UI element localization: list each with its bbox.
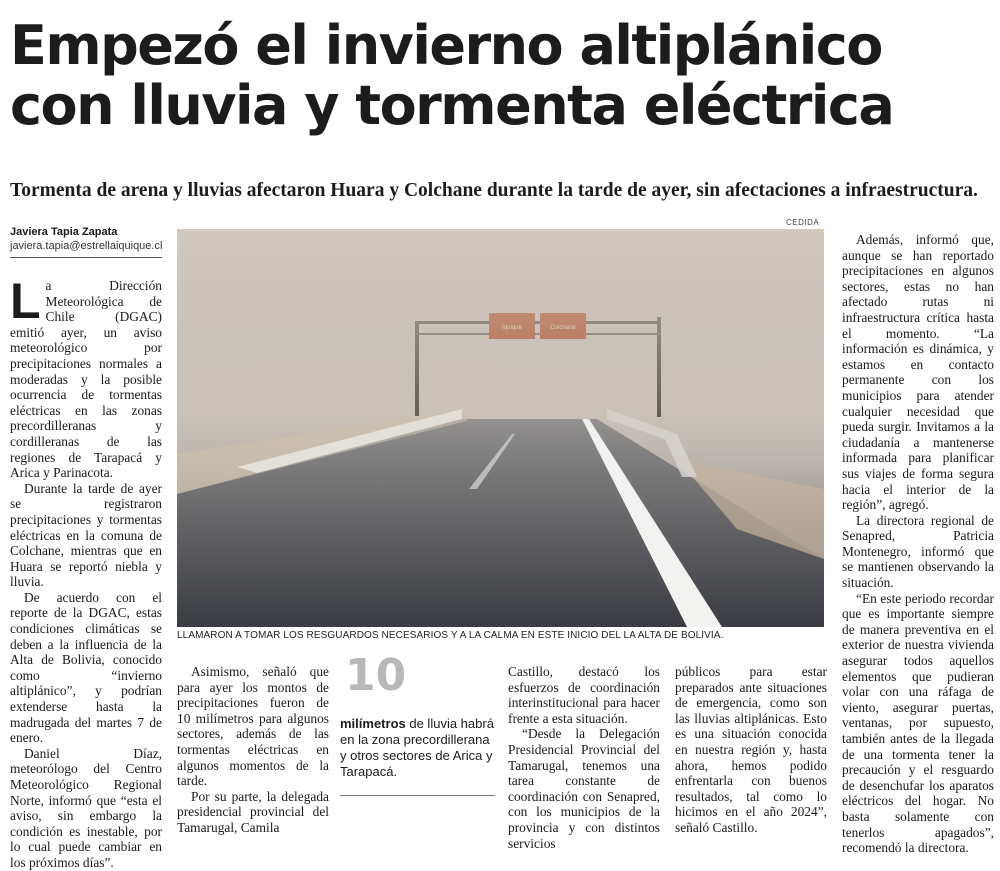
paragraph: públicos para estar preparados ante situaciones de emergencia, como son las lluvias altiplánicas. Esto es una situación conocida en nuestra región y, hasta ahora, hemos podido enfrentarla con buenos resultados, tal como lo hicimos en el año 2024”, señaló Castillo. [675, 664, 827, 835]
paragraph: “En este periodo recordar que es importante siempre de manera preventiva en el exterior de nuestra vivienda asegurar todos aquellos elementos que pudieran volar con una ráfaga de viento, asegurar puertas, ventanas, por supuesto, también antes de la llegada de una tormenta tener la precaución y el resguardo de desenchufar los aparatos eléctricos del hogar. No basta solamente con tenerlos apagados”, recomendó la directora. [842, 590, 994, 856]
column-2 [177, 664, 329, 836]
paragraph: “Desde la Delegación Presidencial Provincial del Tamarugal, tenemos una tarea constante de coordinación con Senapred, con los municipios de la provincia y con distintos servicios [508, 726, 660, 851]
column-1 [10, 273, 162, 871]
photo-credit: CEDIDA [786, 218, 820, 227]
column-5 [842, 232, 994, 856]
byline [10, 225, 170, 253]
stat-text: milímetros de lluvia habrá en la zona precordillerana y otros sectores de Arica y Tarapacá. [340, 716, 494, 779]
photo-caption: LLAMARON A TOMAR LOS RESGUARDOS NECESARIOS Y A LA CALMA EN ESTE INICIO DEL LA ALTA DE BOLIVIA. [177, 630, 724, 641]
paragraph: De acuerdo con el reporte de la DGAC, estas condiciones climáticas se deben a la influencia de la Alta de Bolivia, conocido como “invierno altiplánico”, y podrían extenderse hasta la madrugada del martes 7 de enero. [10, 589, 162, 746]
subheadline: Tormenta de arena y lluvias afectaron Huara y Colchane durante la tarde de ayer, sin afectaciones a infraestructura. [10, 180, 978, 201]
author-name: Javiera Tapia Zapata [10, 226, 118, 238]
column-4 [675, 664, 827, 836]
road-storm-photo [177, 229, 824, 627]
stat-number: 10 [345, 650, 407, 701]
headline: Empezó el invierno altiplánico con lluvia y tormenta eléctrica [10, 14, 894, 137]
paragraph: Asimismo, señaló que para ayer los montos de precipitaciones fueron de 10 milímetros para algunos sectores, además de las tormentas eléctricas en algunos momentos de la tarde. [177, 664, 329, 789]
byline-divider [10, 257, 162, 258]
column-3 [508, 664, 660, 851]
paragraph: Daniel Díaz, meteorólogo del Centro Meteorológico Regional Norte, informó que “esta el aviso, sin embargo la condición es inestable, por lo cual puede cambiar en los próximos días”. [10, 745, 162, 870]
paragraph: Por su parte, la delegada presidencial provincial del Tamarugal, Camila [177, 788, 329, 835]
paragraph: Durante la tarde de ayer se registraron precipitaciones y tormentas eléctricas en la comuna de Colchane, mientras que en Huara se reportó niebla y lluvia. [10, 480, 162, 590]
drop-cap: L [10, 273, 41, 329]
paragraph: La Dirección Meteorológica de Chile (DGAC) emitió ayer, un aviso meteorológico por precipitaciones normales a moderadas y la posible ocurrencia de tormentas eléctricas en las zonas precordilleranas y cordilleranas de las regiones de Tarapacá y Arica y Parinacota. [10, 273, 162, 481]
stat-divider [340, 795, 495, 796]
author-email[interactable]: javiera.tapia@estrellaiquique.cl [10, 240, 163, 252]
paragraph: Además, informó que, aunque se han reportado precipitaciones en algunos sectores, estas no han afectado rutas ni infraestructura crítica hasta el momento. “La información es dinámica, y estamos en contacto permanente con los municipios para atender cualquier necesidad que pueda surgir. Invitamos a la ciudadanía a mantenerse informada para planificar sus viajes de forma segura hacia el interior de la región”, agregó. [842, 232, 994, 513]
paragraph: La directora regional de Senapred, Patricia Montenegro, informó que se mantienen observando la situación. [842, 512, 994, 591]
paragraph: Castillo, destacó los esfuerzos de coordinación interinstitucional para hacer frente a esta situación. [508, 664, 660, 726]
